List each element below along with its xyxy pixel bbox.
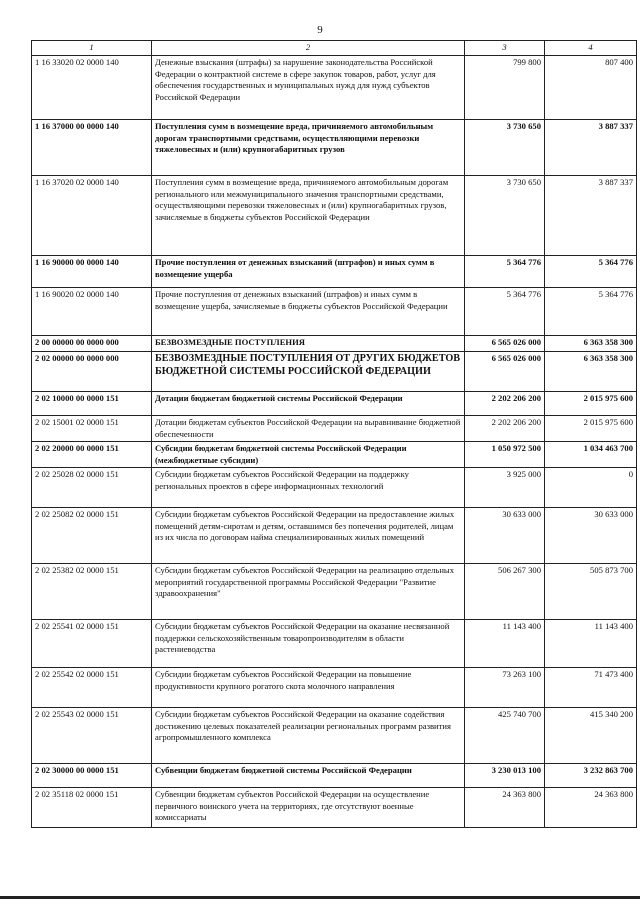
row-value-1: 2 202 206 200 — [465, 392, 545, 416]
row-code: 1 16 33020 02 0000 140 — [32, 56, 152, 120]
row-name: Субвенции бюджетам бюджетной системы Российской Федерации — [152, 764, 465, 788]
table-row — [32, 392, 637, 416]
row-code: 2 02 25542 02 0000 151 — [32, 668, 152, 708]
table-row — [32, 288, 637, 336]
row-value-2: 0 — [545, 468, 637, 508]
row-value-1: 3 925 000 — [465, 468, 545, 508]
row-name: Дотации бюджетам субъектов Российской Федерации на выравнивание бюджетной обеспеченности — [152, 416, 465, 442]
row-value-2: 3 887 337 — [545, 176, 637, 256]
row-value-2: 6 363 358 300 — [545, 352, 637, 392]
header-col-1: 1 — [32, 41, 152, 56]
row-name: Субсидии бюджетам субъектов Российской Федерации на оказание содействия достижению целевых показателей реализации региональных программ развития агропромышленного комплекса — [152, 708, 465, 764]
row-name: Денежные взыскания (штрафы) за нарушение законодательства Российской Федерации о контрактной системе в сфере закупок товаров, работ, услуг для обеспечения государственных и муниципальных нужд для нужд субъектов Российской Федерации — [152, 56, 465, 120]
row-name: Дотации бюджетам бюджетной системы Российской Федерации — [152, 392, 465, 416]
row-value-1: 799 800 — [465, 56, 545, 120]
row-name: Субсидии бюджетам субъектов Российской Федерации на оказание несвязанной поддержки сельскохозяйственным товаропроизводителям в области растениеводства — [152, 620, 465, 668]
row-code: 2 02 20000 00 0000 151 — [32, 442, 152, 468]
row-value-2: 30 633 000 — [545, 508, 637, 564]
row-code: 2 02 25543 02 0000 151 — [32, 708, 152, 764]
row-value-2: 5 364 776 — [545, 288, 637, 336]
row-value-2: 3 232 863 700 — [545, 764, 637, 788]
row-code: 1 16 37000 00 0000 140 — [32, 120, 152, 176]
row-name: БЕЗВОЗМЕЗДНЫЕ ПОСТУПЛЕНИЯ — [152, 336, 465, 352]
row-name: БЕЗВОЗМЕЗДНЫЕ ПОСТУПЛЕНИЯ ОТ ДРУГИХ БЮДЖЕТОВ БЮДЖЕТНОЙ СИСТЕМЫ РОССИЙСКОЙ ФЕДЕРАЦИИ — [152, 352, 465, 392]
row-value-2: 505 873 700 — [545, 564, 637, 620]
table-row — [32, 56, 637, 120]
row-value-1: 6 565 026 000 — [465, 352, 545, 392]
table-row — [32, 668, 637, 708]
row-value-1: 6 565 026 000 — [465, 336, 545, 352]
page-number: 9 — [317, 24, 323, 36]
table-row — [32, 564, 637, 620]
row-value-1: 3 730 650 — [465, 120, 545, 176]
row-value-2: 6 363 358 300 — [545, 336, 637, 352]
row-name: Субсидии бюджетам субъектов Российской Федерации на реализацию отдельных мероприятий государственной программы Российской Федерации "Развитие здравоохранения" — [152, 564, 465, 620]
row-name: Поступления сумм в возмещение вреда, причиняемого автомобильным дорогам транспортными средствами, осуществляющими перевозки тяжеловесных и (или) крупногабаритных грузов — [152, 120, 465, 176]
row-value-1: 11 143 400 — [465, 620, 545, 668]
row-code: 1 16 90020 02 0000 140 — [32, 288, 152, 336]
row-code: 1 16 37020 02 0000 140 — [32, 176, 152, 256]
table-row — [32, 416, 637, 442]
table-header-row — [32, 41, 637, 56]
row-value-2: 5 364 776 — [545, 256, 637, 288]
row-name: Поступления сумм в возмещение вреда, причиняемого автомобильным дорогам регионального или межмуниципального значения транспортными средствами, осуществляющими перевозки тяжеловесных и (или) крупногабаритных грузов, зачисляемые в бюджеты субъектов Российской Федерации — [152, 176, 465, 256]
table-row — [32, 708, 637, 764]
row-value-2: 415 340 200 — [545, 708, 637, 764]
header-col-4: 4 — [545, 41, 637, 56]
row-value-2: 24 363 800 — [545, 788, 637, 828]
row-code: 2 02 25028 02 0000 151 — [32, 468, 152, 508]
row-value-2: 807 400 — [545, 56, 637, 120]
row-code: 2 02 00000 00 0000 000 — [32, 352, 152, 392]
row-value-1: 506 267 300 — [465, 564, 545, 620]
row-value-1: 5 364 776 — [465, 288, 545, 336]
row-value-2: 3 887 337 — [545, 120, 637, 176]
row-value-1: 3 730 650 — [465, 176, 545, 256]
row-name: Субсидии бюджетам бюджетной системы Российской Федерации (межбюджетные субсидии) — [152, 442, 465, 468]
table-row — [32, 352, 637, 392]
row-code: 2 02 10000 00 0000 151 — [32, 392, 152, 416]
row-name: Субсидии бюджетам субъектов Российской Федерации на повышение продуктивности крупного рогатого скота молочного направления — [152, 668, 465, 708]
row-value-1: 30 633 000 — [465, 508, 545, 564]
row-code: 2 02 35118 02 0000 151 — [32, 788, 152, 828]
table-row — [32, 256, 637, 288]
table-row — [32, 442, 637, 468]
row-value-2: 1 034 463 700 — [545, 442, 637, 468]
row-code: 1 16 90000 00 0000 140 — [32, 256, 152, 288]
table-row — [32, 788, 637, 828]
row-name: Прочие поступления от денежных взысканий (штрафов) и иных сумм в возмещение ущерба, зачисляемые в бюджеты субъектов Российской Федерации — [152, 288, 465, 336]
row-value-2: 11 143 400 — [545, 620, 637, 668]
row-value-1: 3 230 013 100 — [465, 764, 545, 788]
row-code: 2 00 00000 00 0000 000 — [32, 336, 152, 352]
row-value-1: 2 202 206 200 — [465, 416, 545, 442]
row-code: 2 02 30000 00 0000 151 — [32, 764, 152, 788]
row-code: 2 02 25082 02 0000 151 — [32, 508, 152, 564]
row-value-1: 73 263 100 — [465, 668, 545, 708]
row-value-2: 2 015 975 600 — [545, 392, 637, 416]
row-value-1: 24 363 800 — [465, 788, 545, 828]
budget-table — [31, 40, 637, 828]
row-code: 2 02 25382 02 0000 151 — [32, 564, 152, 620]
table-row — [32, 336, 637, 352]
header-col-2: 2 — [152, 41, 465, 56]
header-col-3: 3 — [465, 41, 545, 56]
row-name: Субвенции бюджетам субъектов Российской Федерации на осуществление первичного воинского учета на территориях, где отсутствуют военные комиссариаты — [152, 788, 465, 828]
row-value-2: 71 473 400 — [545, 668, 637, 708]
table-row — [32, 620, 637, 668]
row-value-1: 425 740 700 — [465, 708, 545, 764]
table-row — [32, 176, 637, 256]
row-code: 2 02 15001 02 0000 151 — [32, 416, 152, 442]
row-name: Субсидии бюджетам субъектов Российской Федерации на предоставление жилых помещений детям-сиротам и детям, оставшимся без попечения родителей, лицам из их числа по договорам найма специализированных жилых помещений — [152, 508, 465, 564]
page-bottom-border — [0, 896, 640, 899]
table-row — [32, 468, 637, 508]
row-value-1: 1 050 972 500 — [465, 442, 545, 468]
row-code: 2 02 25541 02 0000 151 — [32, 620, 152, 668]
table-row — [32, 764, 637, 788]
table-row — [32, 508, 637, 564]
row-name: Прочие поступления от денежных взысканий (штрафов) и иных сумм в возмещение ущерба — [152, 256, 465, 288]
table-row — [32, 120, 637, 176]
row-value-1: 5 364 776 — [465, 256, 545, 288]
row-name: Субсидии бюджетам субъектов Российской Федерации на поддержку региональных проектов в сфере информационных технологий — [152, 468, 465, 508]
row-value-2: 2 015 975 600 — [545, 416, 637, 442]
